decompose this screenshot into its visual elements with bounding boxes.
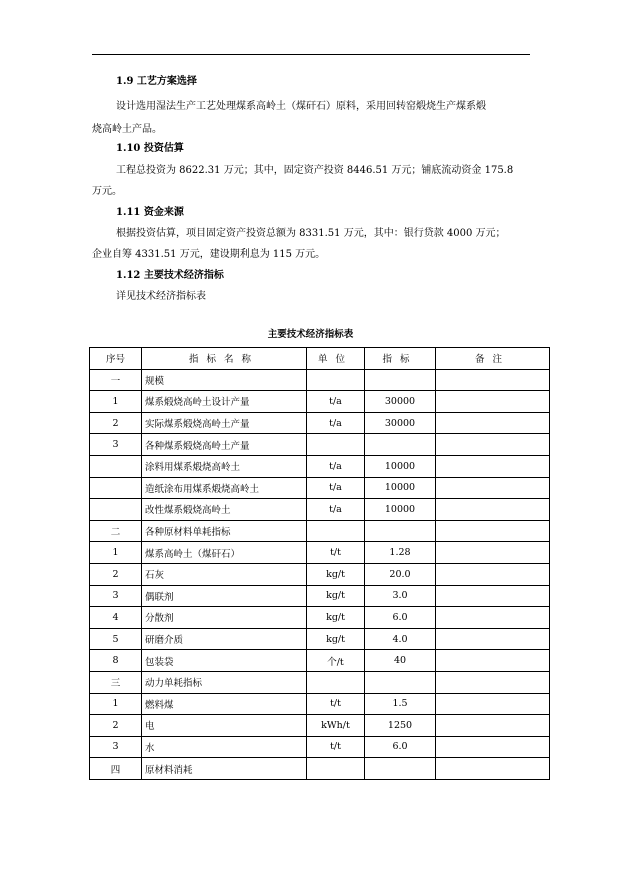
row-note-cell (436, 650, 550, 672)
row-value-cell: 40 (365, 650, 436, 672)
row-name-cell: 包装袋 (142, 650, 307, 672)
row-name-cell: 燃料煤 (142, 693, 307, 715)
row-value-cell: 10000 (365, 499, 436, 521)
row-note-cell (436, 585, 550, 607)
row-name-cell: 规模 (142, 369, 307, 391)
row-note-cell (436, 758, 550, 780)
header-note: 备注 (436, 348, 550, 370)
row-unit-cell: t/a (307, 455, 365, 477)
row-unit-cell (307, 369, 365, 391)
table-row (90, 369, 550, 391)
row-no-cell: 1 (90, 542, 142, 564)
table-row (90, 736, 550, 758)
row-unit-cell: kg/t (307, 607, 365, 629)
row-value-cell: 30000 (365, 412, 436, 434)
table-row (90, 715, 550, 737)
row-value-cell: 6.0 (365, 607, 436, 629)
row-name-cell: 原材料消耗 (142, 758, 307, 780)
section-heading-1-9: 1.9 工艺方案选择 (116, 76, 197, 87)
row-name-cell: 水 (142, 736, 307, 758)
table-row (90, 650, 550, 672)
row-no-cell (90, 455, 142, 477)
row-no-cell: 5 (90, 628, 142, 650)
row-name-cell: 石灰 (142, 563, 307, 585)
table-row (90, 671, 550, 693)
header-rule (92, 54, 530, 55)
row-value-cell: 10000 (365, 477, 436, 499)
row-no-cell (90, 499, 142, 521)
row-name-cell: 改性煤系煅烧高岭土 (142, 499, 307, 521)
header-name: 指标名称 (142, 348, 307, 370)
section-text-line: 烧高岭土产品。 (92, 124, 162, 135)
row-no-cell: 8 (90, 650, 142, 672)
row-value-cell: 4.0 (365, 628, 436, 650)
row-name-cell: 研磨介质 (142, 628, 307, 650)
row-unit-cell: kWh/t (307, 715, 365, 737)
row-note-cell (436, 671, 550, 693)
header-no: 序号 (90, 348, 142, 370)
section-text-line: 详见技术经济指标表 (116, 291, 206, 302)
row-note-cell (436, 563, 550, 585)
row-value-cell (365, 369, 436, 391)
row-value-cell: 6.0 (365, 736, 436, 758)
row-unit-cell (307, 758, 365, 780)
row-note-cell (436, 455, 550, 477)
row-name-cell: 电 (142, 715, 307, 737)
table-row (90, 477, 550, 499)
table-row (90, 455, 550, 477)
row-unit-cell: t/a (307, 391, 365, 413)
row-no-cell: 三 (90, 671, 142, 693)
row-value-cell: 20.0 (365, 563, 436, 585)
row-note-cell (436, 499, 550, 521)
table-row (90, 585, 550, 607)
row-unit-cell: t/t (307, 693, 365, 715)
row-name-cell: 动力单耗指标 (142, 671, 307, 693)
section-heading-1-10: 1.10 投资估算 (116, 143, 184, 154)
row-no-cell: 1 (90, 693, 142, 715)
row-note-cell (436, 434, 550, 456)
row-unit-cell: t/t (307, 736, 365, 758)
table-title: 主要技术经济指标表 (267, 329, 354, 340)
row-value-cell: 1.5 (365, 693, 436, 715)
row-note-cell (436, 693, 550, 715)
row-name-cell: 煤系煅烧高岭土设计产量 (142, 391, 307, 413)
row-unit-cell: 个/t (307, 650, 365, 672)
header-value: 指标 (365, 348, 436, 370)
row-value-cell (365, 758, 436, 780)
row-name-cell: 造纸涂布用煤系煅烧高岭土 (142, 477, 307, 499)
table-row (90, 499, 550, 521)
row-unit-cell: t/t (307, 542, 365, 564)
row-note-cell (436, 391, 550, 413)
row-value-cell: 3.0 (365, 585, 436, 607)
row-name-cell: 涂料用煤系煅烧高岭土 (142, 455, 307, 477)
table-row (90, 628, 550, 650)
table-row (90, 758, 550, 780)
row-unit-cell: kg/t (307, 585, 365, 607)
row-unit-cell (307, 434, 365, 456)
row-unit-cell: t/a (307, 499, 365, 521)
section-heading-1-11: 1.11 资金来源 (116, 207, 184, 218)
row-no-cell: 四 (90, 758, 142, 780)
row-no-cell: 1 (90, 391, 142, 413)
row-value-cell (365, 520, 436, 542)
section-text-line: 企业自筹 4331.51 万元，建设期利息为 115 万元。 (92, 249, 326, 260)
indicator-table (89, 347, 550, 780)
table-row (90, 412, 550, 434)
table-row (90, 607, 550, 629)
row-no-cell: 2 (90, 715, 142, 737)
table-row (90, 391, 550, 413)
section-heading-1-12: 1.12 主要技术经济指标 (116, 270, 224, 281)
section-text-line: 根据投资估算，项目固定资产投资总额为 8331.51 万元，其中：银行贷款 4000 万元； (116, 228, 506, 239)
row-no-cell: 2 (90, 412, 142, 434)
row-no-cell: 3 (90, 434, 142, 456)
row-note-cell (436, 715, 550, 737)
table-row (90, 563, 550, 585)
row-value-cell: 1.28 (365, 542, 436, 564)
section-text-line: 工程总投资为 8622.31 万元；其中，固定资产投资 8446.51 万元；铺底流动资金 175.8 (116, 165, 514, 176)
row-value-cell: 1250 (365, 715, 436, 737)
row-note-cell (436, 477, 550, 499)
row-note-cell (436, 369, 550, 391)
table-row (90, 434, 550, 456)
row-name-cell: 实际煤系煅烧高岭土产量 (142, 412, 307, 434)
row-name-cell: 分散剂 (142, 607, 307, 629)
row-note-cell (436, 628, 550, 650)
section-text-line: 设计选用湿法生产工艺处理煤系高岭土（煤矸石）原料，采用回转窑煅烧生产煤系煅 (116, 101, 486, 112)
row-unit-cell (307, 671, 365, 693)
row-unit-cell: t/a (307, 412, 365, 434)
section-text-line: 万元。 (92, 186, 122, 197)
table-row (90, 542, 550, 564)
row-no-cell: 3 (90, 585, 142, 607)
row-unit-cell: kg/t (307, 563, 365, 585)
row-name-cell: 各种煤系煅烧高岭土产量 (142, 434, 307, 456)
row-no-cell: 一 (90, 369, 142, 391)
row-unit-cell: kg/t (307, 628, 365, 650)
row-note-cell (436, 412, 550, 434)
row-name-cell: 各种原材料单耗指标 (142, 520, 307, 542)
row-no-cell (90, 477, 142, 499)
row-note-cell (436, 607, 550, 629)
table-header-row (90, 348, 550, 370)
row-no-cell: 2 (90, 563, 142, 585)
header-unit: 单位 (307, 348, 365, 370)
row-no-cell: 4 (90, 607, 142, 629)
row-unit-cell (307, 520, 365, 542)
row-unit-cell: t/a (307, 477, 365, 499)
row-no-cell: 3 (90, 736, 142, 758)
row-note-cell (436, 736, 550, 758)
row-no-cell: 二 (90, 520, 142, 542)
row-value-cell (365, 434, 436, 456)
row-value-cell: 30000 (365, 391, 436, 413)
row-note-cell (436, 520, 550, 542)
row-note-cell (436, 542, 550, 564)
row-value-cell: 10000 (365, 455, 436, 477)
row-name-cell: 煤系高岭土（煤矸石） (142, 542, 307, 564)
row-name-cell: 偶联剂 (142, 585, 307, 607)
row-value-cell (365, 671, 436, 693)
table-row (90, 693, 550, 715)
table-row (90, 520, 550, 542)
